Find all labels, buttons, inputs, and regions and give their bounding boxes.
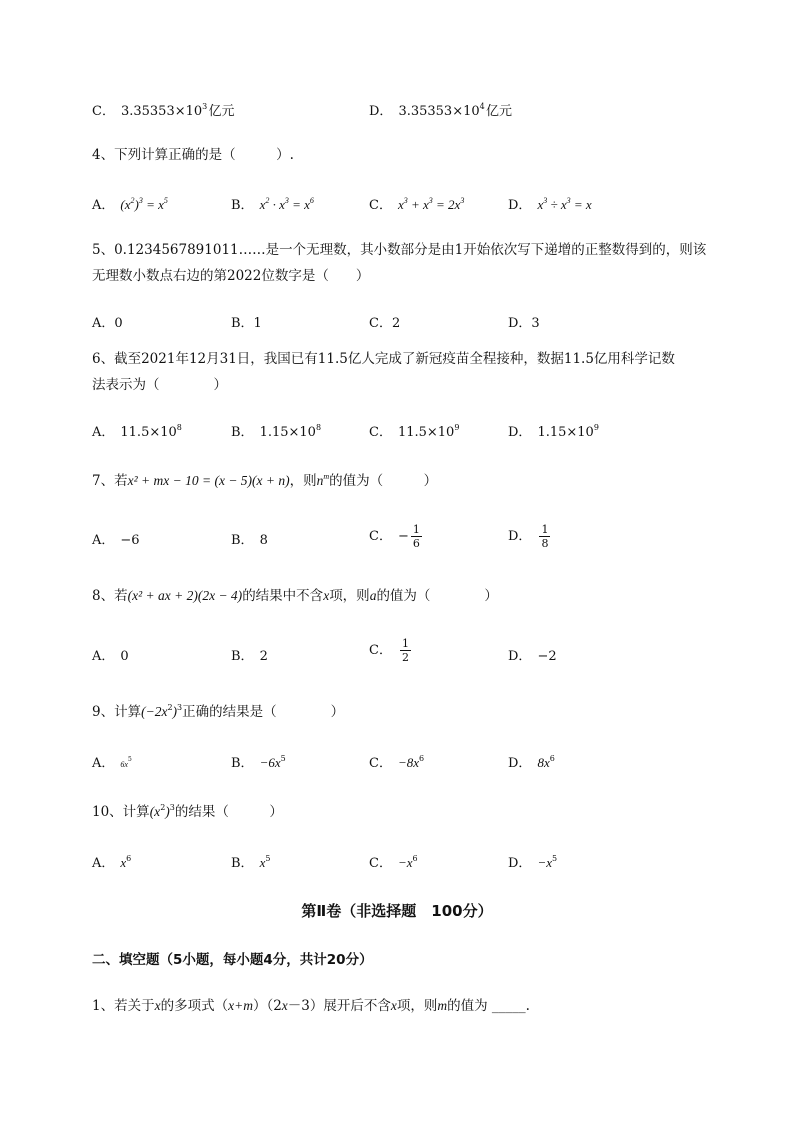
option-key: B． [231, 856, 254, 871]
q7-option-c[interactable] [369, 523, 422, 550]
option-exponent: 5 [127, 756, 132, 763]
math-variable: n [316, 473, 324, 488]
option-text: − [397, 529, 409, 544]
option-key: B． [231, 649, 254, 664]
q8-options-row [92, 637, 712, 671]
option-base: −6x [259, 755, 281, 770]
q9-stem [92, 700, 344, 720]
math-exponent: 5 [163, 196, 168, 205]
math-expression: x+m [228, 998, 253, 1013]
denominator: 8 [541, 537, 549, 550]
math-exponent: m [323, 472, 330, 481]
math-part: x [259, 197, 266, 212]
stem-text: 的结果（ ） [174, 804, 283, 820]
math-part: = 2x [432, 197, 461, 212]
math-expression: (x [149, 804, 161, 819]
option-exponent: 8 [315, 423, 322, 432]
option-exponent: 9 [593, 423, 599, 432]
q7-option-a[interactable] [92, 529, 140, 548]
stem-text: 项，则 [329, 588, 370, 604]
q6-option-c[interactable] [369, 421, 459, 440]
math-exponent: 2 [160, 803, 166, 812]
fraction [411, 523, 422, 550]
stem-text: 9、计算 [92, 704, 142, 720]
q10-option-c[interactable] [369, 852, 418, 871]
q9-option-d[interactable] [508, 752, 555, 771]
part-title: 二、填空题（5小题，每小题4分，共计20分） [92, 952, 373, 968]
q6-options-row [92, 421, 712, 445]
q3-option-d[interactable] [369, 100, 512, 119]
math-expression: x² + mx − 10 = (x − 5)(x + n) [127, 473, 290, 488]
option-base: 11.5×10 [120, 425, 177, 440]
q10-option-a[interactable] [92, 852, 131, 871]
math-exponent: 3 [177, 703, 183, 712]
q6-stem-line1: 6、截至2021年12月31日，我国已有11.5亿人完成了新冠疫苗全程接种，数据11.5亿用科学记数 [92, 351, 675, 367]
option-exponent: 6 [126, 854, 132, 863]
option-exponent: 3 [202, 102, 208, 111]
option-key: D． [508, 649, 532, 664]
option-text: 3.35353×10 [398, 104, 480, 119]
q5-option-a[interactable]: A．0 [92, 316, 123, 331]
option-exponent: 8 [176, 423, 182, 432]
math-variable: x [323, 588, 330, 603]
option-exponent: 4 [479, 102, 485, 111]
math-expression: ) [165, 804, 170, 819]
math-variable: x [281, 998, 288, 1013]
option-key: C． [369, 756, 392, 771]
option-text: 8 [259, 533, 268, 548]
math-exponent: 3 [284, 196, 289, 205]
math-variable: m [437, 998, 448, 1013]
denominator: 2 [401, 651, 409, 664]
q10-options-row [92, 852, 712, 876]
option-exponent: 6 [419, 754, 425, 763]
option-key: D． [508, 756, 532, 771]
q10-option-d[interactable] [508, 852, 557, 871]
stem-text: 10、计算 [92, 804, 150, 820]
numerator: 1 [401, 637, 409, 650]
option-key: B． [231, 198, 254, 213]
math-part: (x [120, 197, 131, 212]
q5-stem-line1: 5、0.1234567891011……是一个无理数，其小数部分是由1开始依次写下递增的正整数得到的，则该 [92, 242, 707, 258]
math-part: · x [269, 197, 285, 212]
q8-option-a[interactable] [92, 645, 129, 664]
q3-options-row [92, 100, 712, 124]
stem-text: －3）展开后不含 [287, 998, 391, 1014]
math-part: ÷ x [547, 197, 567, 212]
stem-text: 的结果中不含 [242, 588, 324, 604]
option-exponent: 5 [265, 854, 271, 863]
stem-text: 1、若关于 [92, 998, 155, 1014]
q4-option-d[interactable] [508, 194, 592, 213]
math-expression: (x² + ax + 2)(2x − 4) [127, 588, 243, 603]
option-text: −6 [120, 533, 140, 548]
option-key: D． [508, 198, 532, 213]
q4-option-b[interactable] [231, 194, 314, 213]
option-key: D． [508, 425, 532, 440]
option-key: A． [92, 756, 115, 771]
option-key: C． [92, 104, 115, 119]
option-base: 6x [120, 760, 128, 769]
stem-text: 项，则 [396, 998, 438, 1014]
math-part: = x [570, 197, 592, 212]
stem-text: 8、若 [92, 588, 128, 604]
q5-option-d[interactable]: D．3 [508, 316, 540, 331]
section-title: 第Ⅱ卷（非选择题 100分） [301, 902, 493, 920]
q6-option-a[interactable] [92, 421, 182, 440]
q4-options-row [92, 194, 712, 218]
math-part: x [537, 197, 544, 212]
option-text: 2 [259, 649, 268, 664]
option-key: C． [369, 529, 392, 544]
stem-text: 的值为（ ） [329, 473, 438, 489]
math-part: x [397, 197, 404, 212]
math-part: + x [407, 197, 429, 212]
q5-stem-line2: 无理数小数点右边的第2022位数字是（ ） [92, 268, 370, 284]
math-exponent: 3 [566, 196, 571, 205]
q9-option-b[interactable] [231, 752, 286, 771]
math-part: = x [142, 197, 164, 212]
q10-option-b[interactable] [231, 852, 270, 871]
option-key: C． [369, 643, 392, 658]
math-variable: a [369, 588, 377, 603]
q7-options-row [92, 523, 712, 557]
q3-option-c[interactable] [92, 100, 235, 119]
option-key: A． [92, 198, 115, 213]
q5-options-row [92, 312, 712, 336]
q7-option-d[interactable] [508, 523, 550, 550]
stem-text: 7、若 [92, 473, 128, 489]
q9-option-c[interactable] [369, 752, 424, 771]
math-exponent: 3 [543, 196, 548, 205]
math-variable: x [154, 998, 161, 1013]
option-text: 0 [120, 649, 129, 664]
q5-stem [92, 237, 712, 289]
option-base: 1.15×10 [537, 425, 594, 440]
option-key: C． [369, 425, 392, 440]
fraction [400, 637, 411, 664]
option-key: C． [369, 198, 392, 213]
q6-stem [92, 346, 712, 398]
q4-stem: 4、下列计算正确的是（ ）. [92, 147, 294, 163]
q6-option-b[interactable] [231, 421, 321, 440]
fill-q1-stem [92, 994, 530, 1014]
denominator: 6 [412, 537, 420, 550]
math-exponent: 3 [460, 196, 465, 205]
q8-option-c[interactable] [369, 637, 411, 664]
option-base: 11.5×10 [397, 425, 455, 440]
option-text: 3.35353×10 [120, 104, 203, 119]
option-exponent: 6 [412, 854, 418, 863]
option-key: A． [92, 649, 115, 664]
math-exponent: 6 [309, 196, 314, 205]
option-base: x [259, 855, 266, 870]
q6-option-d[interactable] [508, 421, 599, 440]
stem-text: ）（2 [252, 998, 282, 1014]
option-key: D． [508, 856, 532, 871]
q4-option-c[interactable] [369, 194, 464, 213]
math-exponent: 3 [138, 196, 143, 205]
option-base: 1.15×10 [259, 425, 316, 440]
option-base: x [120, 855, 127, 870]
option-unit: 亿元 [486, 104, 513, 119]
q7-option-b[interactable] [231, 529, 268, 548]
option-unit: 亿元 [208, 104, 235, 119]
q8-option-d[interactable] [508, 645, 557, 664]
math-variable: x [390, 998, 397, 1013]
stem-text: 的多项式（ [160, 998, 229, 1014]
option-base: 8x [537, 755, 550, 770]
q5-option-b[interactable]: B．1 [231, 316, 262, 331]
math-part: ) [134, 197, 139, 212]
q6-stem-line2: 法表示为（ ） [92, 377, 227, 393]
math-expression: ) [172, 704, 178, 719]
math-expression: (−2x [141, 704, 168, 719]
q8-stem [92, 584, 498, 604]
numerator: 1 [541, 523, 549, 536]
q9-option-a[interactable] [92, 752, 132, 771]
option-key: A． [92, 425, 115, 440]
option-key: B． [231, 425, 254, 440]
option-base: −8x [397, 755, 419, 770]
option-key: B． [231, 533, 254, 548]
q9-options-row [92, 752, 712, 776]
option-exponent: 9 [454, 423, 460, 432]
math-exponent: 3 [428, 196, 433, 205]
q10-stem [92, 800, 283, 820]
option-key: D． [508, 529, 532, 544]
q4-option-a[interactable] [92, 194, 168, 213]
option-key: A． [92, 533, 115, 548]
stem-text: 正确的结果是（ ） [182, 704, 345, 720]
option-exponent: 6 [549, 754, 555, 763]
math-part: = x [288, 197, 310, 212]
math-exponent: 3 [169, 803, 175, 812]
option-key: A． [92, 856, 115, 871]
stem-text: ，则 [289, 473, 317, 489]
option-exponent: 5 [280, 754, 286, 763]
stem-text: 的值为（ ） [376, 588, 498, 604]
q7-stem [92, 469, 437, 489]
q8-option-b[interactable] [231, 645, 268, 664]
math-exponent: 2 [130, 196, 135, 205]
option-key: C． [369, 856, 392, 871]
option-base: −x [537, 855, 552, 870]
math-exponent: 2 [167, 703, 173, 712]
q5-option-c[interactable]: C．2 [369, 316, 401, 331]
option-text: −2 [537, 649, 557, 664]
option-key: B． [231, 756, 254, 771]
stem-text: 的值为 _____. [447, 998, 530, 1014]
option-exponent: 5 [551, 854, 558, 863]
option-base: −x [397, 855, 413, 870]
math-exponent: 2 [265, 196, 270, 205]
option-key: D． [369, 104, 393, 119]
numerator: 1 [412, 523, 420, 536]
math-exponent: 3 [403, 196, 408, 205]
fraction [539, 523, 550, 550]
